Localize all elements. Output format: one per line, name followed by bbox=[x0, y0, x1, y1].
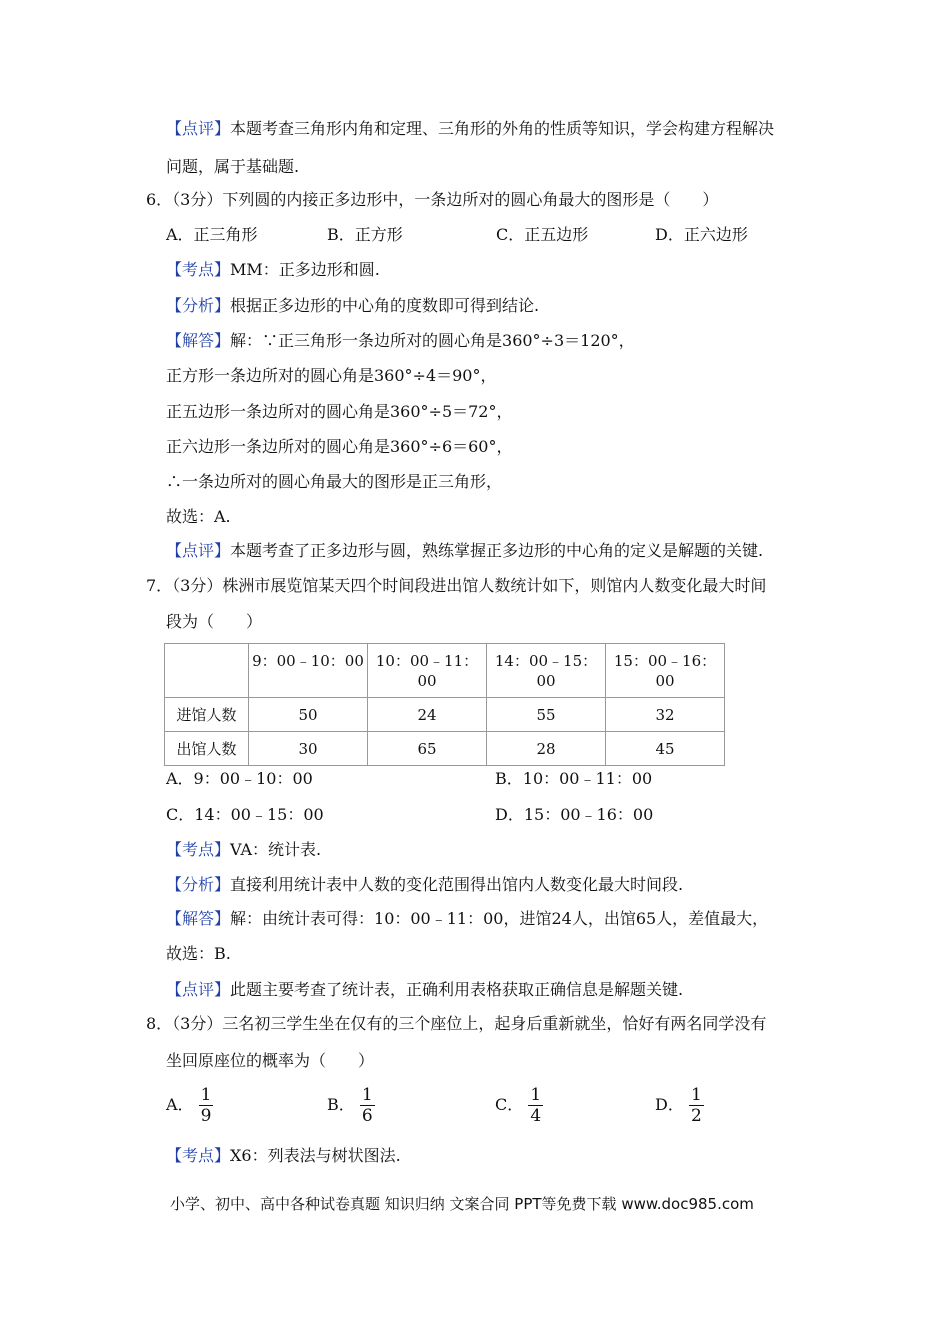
fraction bbox=[360, 1086, 375, 1125]
fraction bbox=[199, 1086, 214, 1125]
review-text: 此题主要考查了统计表，正确利用表格获取正确信息是解题关键. bbox=[230, 980, 684, 999]
row-label: 进馆人数 bbox=[165, 698, 249, 732]
q6-jieda-line3: 正五边形一条边所对的圆心角是360°÷5＝72°， bbox=[166, 402, 513, 421]
denominator: 9 bbox=[200, 1106, 212, 1126]
q8-stem-line2: 坐回原座位的概率为（ ） bbox=[166, 1051, 375, 1070]
q7-jieda bbox=[166, 909, 768, 929]
table-row bbox=[165, 698, 725, 732]
q7-stem-line1: 7．（3分）株洲市展览馆某天四个时间段进出馆人数统计如下，则馆内人数变化最大时间 bbox=[146, 576, 767, 595]
q7-kaodian bbox=[166, 840, 321, 860]
q5-review-line2: 问题，属于基础题. bbox=[166, 157, 300, 176]
q7-jieda-line2: 故选：B. bbox=[166, 944, 231, 963]
table-header-cell bbox=[487, 644, 606, 698]
header-text: 00 bbox=[655, 671, 675, 690]
option-letter: D． bbox=[655, 1095, 684, 1114]
q7-stem-line2: 段为（ ） bbox=[166, 612, 263, 631]
table-row bbox=[165, 732, 725, 766]
kaodian-text: X6：列表法与树状图法. bbox=[230, 1146, 401, 1165]
denominator: 2 bbox=[690, 1106, 702, 1126]
option-letter: B． bbox=[327, 1095, 355, 1114]
numerator: 1 bbox=[690, 1085, 702, 1105]
table-header-row bbox=[165, 644, 725, 698]
q7-fenxi bbox=[166, 875, 683, 895]
q6-jieda-line2: 正方形一条边所对的圆心角是360°÷4＝90°， bbox=[166, 366, 497, 385]
kaodian-tag: 【考点】 bbox=[166, 840, 231, 859]
q6-jieda-line6: 故选：A. bbox=[166, 507, 231, 526]
kaodian-tag: 【考点】 bbox=[166, 1146, 231, 1165]
q8-stem-line1: 8．（3分）三名初三学生坐在仅有的三个座位上，起身后重新就坐，恰好有两名同学没有 bbox=[146, 1014, 767, 1033]
numerator: 1 bbox=[530, 1085, 542, 1105]
option-letter: A． bbox=[166, 1095, 194, 1114]
q8-option-d bbox=[655, 1086, 704, 1125]
q6-option-b: B．正方形 bbox=[327, 225, 403, 244]
kaodian-text: MM：正多边形和圆. bbox=[230, 260, 380, 279]
table-cell: 30 bbox=[249, 732, 368, 766]
jieda-tag: 【解答】 bbox=[166, 331, 231, 350]
table-cell: 55 bbox=[487, 698, 606, 732]
header-text: 9：00﹣10：00 bbox=[252, 651, 364, 670]
table-cell: 50 bbox=[249, 698, 368, 732]
footer-banner: 小学、初中、高中各种试卷真题 知识归纳 文案合同 PPT等免费下载 www.doc985.com bbox=[170, 1195, 754, 1213]
stats-table bbox=[164, 643, 725, 766]
q7-review bbox=[166, 980, 683, 1000]
q6-jieda-line4: 正六边形一条边所对的圆心角是360°÷6＝60°， bbox=[166, 437, 513, 456]
q5-review-line1 bbox=[166, 119, 774, 139]
table-cell: 65 bbox=[368, 732, 487, 766]
table-cell: 32 bbox=[606, 698, 725, 732]
numerator: 1 bbox=[361, 1085, 373, 1105]
q7-option-c: C．14：00﹣15：00 bbox=[166, 805, 324, 824]
q7-option-b: B．10：00﹣11：00 bbox=[495, 769, 653, 788]
review-text: 本题考查三角形内角和定理、三角形的外角的性质等知识，学会构建方程解决 bbox=[230, 119, 775, 138]
jieda-text: 解：由统计表可得：10：00﹣11：00，进馆24人，出馆65人，差值最大， bbox=[230, 909, 769, 928]
review-text: 本题考查了正多边形与圆，熟练掌握正多边形的中心角的定义是解题的关键. bbox=[230, 541, 764, 560]
q7-option-d: D．15：00﹣16：00 bbox=[495, 805, 654, 824]
q6-fenxi bbox=[166, 296, 539, 316]
table-corner-cell bbox=[165, 644, 249, 698]
table-header-cell bbox=[606, 644, 725, 698]
q6-option-c: C．正五边形 bbox=[496, 225, 589, 244]
q6-review bbox=[166, 541, 763, 561]
header-text: 00 bbox=[417, 671, 437, 690]
fenxi-text: 直接利用统计表中人数的变化范围得出馆内人数变化最大时间段. bbox=[230, 875, 684, 894]
table-cell: 45 bbox=[606, 732, 725, 766]
fenxi-text: 根据正多边形的中心角的度数即可得到结论. bbox=[230, 296, 540, 315]
header-text: 10：00﹣11： bbox=[375, 651, 479, 670]
review-tag: 【点评】 bbox=[166, 980, 231, 999]
fenxi-tag: 【分析】 bbox=[166, 296, 231, 315]
q6-stem: 6．（3分）下列圆的内接正多边形中，一条边所对的圆心角最大的图形是（ ） bbox=[146, 190, 719, 209]
q6-option-a: A．正三角形 bbox=[166, 225, 258, 244]
kaodian-text: VA：统计表. bbox=[230, 840, 322, 859]
q8-option-b bbox=[327, 1086, 375, 1125]
q6-kaodian bbox=[166, 260, 380, 280]
fraction bbox=[689, 1086, 704, 1125]
denominator: 6 bbox=[361, 1106, 373, 1126]
q6-jieda-line5: ∴一条边所对的圆心角最大的图形是正三角形， bbox=[166, 472, 503, 491]
fenxi-tag: 【分析】 bbox=[166, 875, 231, 894]
row-label: 出馆人数 bbox=[165, 732, 249, 766]
header-text: 00 bbox=[536, 671, 556, 690]
q8-option-c bbox=[495, 1086, 543, 1125]
option-letter: C． bbox=[495, 1095, 524, 1114]
review-tag: 【点评】 bbox=[166, 119, 231, 138]
numerator: 1 bbox=[200, 1085, 212, 1105]
q8-kaodian bbox=[166, 1146, 401, 1166]
header-text: 14：00﹣15： bbox=[494, 651, 598, 670]
q8-option-a bbox=[166, 1086, 213, 1125]
q6-option-d: D．正六边形 bbox=[655, 225, 748, 244]
table-cell: 28 bbox=[487, 732, 606, 766]
table-header-cell bbox=[249, 644, 368, 698]
kaodian-tag: 【考点】 bbox=[166, 260, 231, 279]
denominator: 4 bbox=[530, 1106, 542, 1126]
q7-option-a: A．9：00﹣10：00 bbox=[166, 769, 313, 788]
header-text: 15：00﹣16： bbox=[613, 651, 717, 670]
jieda-tag: 【解答】 bbox=[166, 909, 231, 928]
q6-jieda bbox=[166, 331, 635, 351]
table-cell: 24 bbox=[368, 698, 487, 732]
jieda-text: 解：∵正三角形一条边所对的圆心角是360°÷3＝120°， bbox=[230, 331, 635, 350]
review-tag: 【点评】 bbox=[166, 541, 231, 560]
fraction bbox=[528, 1086, 543, 1125]
table-header-cell bbox=[368, 644, 487, 698]
